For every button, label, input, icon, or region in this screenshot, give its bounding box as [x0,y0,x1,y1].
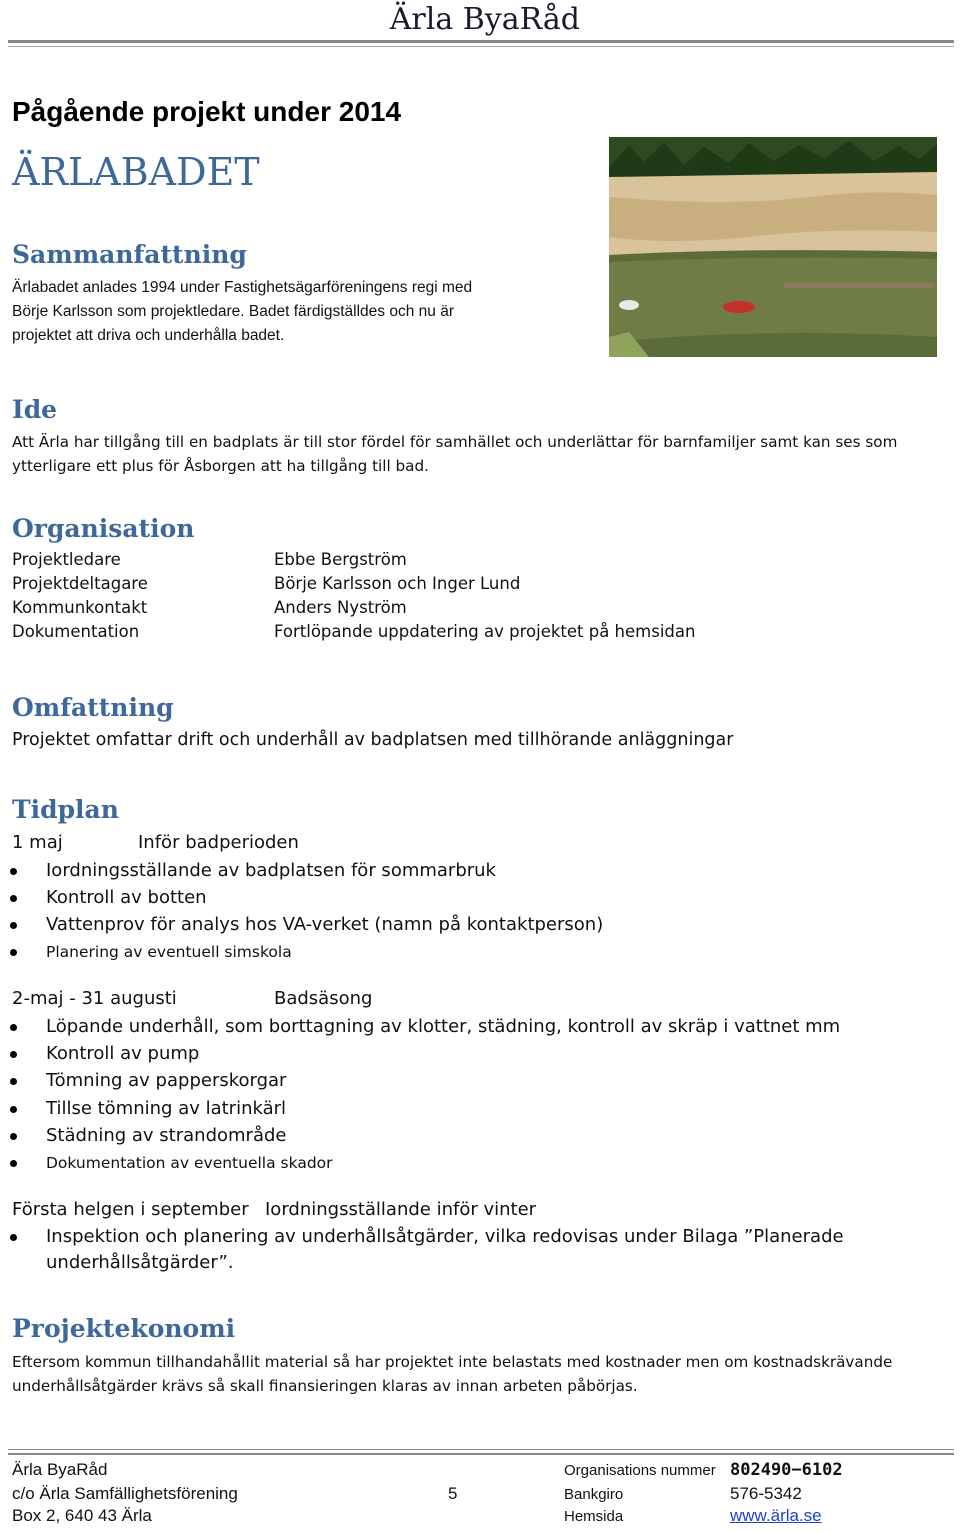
schedule-item: Planering av eventuell simskola [46,943,292,961]
bullet-icon [10,1106,17,1113]
schedule-label: Iordningsställande inför vinter [265,1199,537,1220]
bullet-icon [10,895,17,902]
footer-org-number-label: Organisations nummer [564,1462,716,1479]
schedule-item: Städning av strandområde [46,1125,287,1146]
photo-illustration [609,137,937,357]
org-label-projektdeltagare: Projektdeltagare [12,574,148,593]
bullet-icon [10,1133,17,1140]
footer-website-label: Hemsida [564,1508,624,1525]
schedule-label: Badsäsong [274,988,373,1009]
summary-line: Börje Karlsson som projektledare. Badet färdigställdes och nu är [12,303,454,320]
schedule-block-2 [0,988,960,1188]
schedule-item-continuation: underhållsåtgärder”. [46,1252,234,1273]
scope-heading: Omfattning [12,693,174,722]
schedule-date: 1 maj [12,832,63,853]
scope-text: Projektet omfattar drift och underhåll av badplatsen med tillhörande anläggningar [12,730,734,750]
economy-text [12,1350,892,1398]
organisation-heading: Organisation [12,514,195,543]
schedule-label: Inför badperioden [138,832,299,853]
idea-line: Att Ärla har tillgång till en badplats är till stor fördel för samhället och underlättar för barnfamiljer samt kan ses som [12,433,898,451]
schedule-item: Inspektion och planering av underhållsåtgärder, vilka redovisas under Bilaga ”Planerade [46,1226,844,1247]
org-label-projektledare: Projektledare [12,550,121,569]
bullet-icon [10,1078,17,1085]
org-label-kommunkontakt: Kommunkontakt [12,598,148,617]
idea-text [12,430,897,478]
summary-text [12,276,472,348]
footer-page-number: 5 [448,1484,458,1503]
schedule-item: Löpande underhåll, som borttagning av klotter, städning, kontroll av skräp i vattnet mm [46,1016,841,1037]
summary-line: Ärlabadet anlades 1994 under Fastighetsägarföreningens regi med [12,279,473,296]
idea-heading: Ide [12,395,58,424]
org-value-projektledare: Ebbe Bergström [274,550,407,569]
org-value-projektdeltagare: Börje Karlsson och Inger Lund [274,574,521,593]
header-divider [8,40,954,43]
schedule-item: Iordningsställande av badplatsen för sommarbruk [46,860,496,881]
schedule-block-1 [0,832,960,972]
summary-heading: Sammanfattning [12,240,247,269]
footer-divider-thick [8,1453,954,1455]
schedule-block-3 [0,1199,960,1279]
schedule-item: Kontroll av botten [46,887,207,908]
bullet-icon [10,1051,17,1058]
schedule-heading: Tidplan [12,795,119,824]
footer-address-2: Box 2, 640 43 Ärla [12,1506,152,1525]
organisation-table [0,550,960,650]
schedule-date: 2-maj - 31 augusti [12,988,177,1009]
org-label-dokumentation: Dokumentation [12,622,140,641]
schedule-item: Vattenprov för analys hos VA-verket (namn på kontaktperson) [46,914,604,935]
footer-bankgiro: 576-5342 [730,1484,802,1503]
bullet-icon [10,1024,17,1031]
bullet-icon [10,949,17,956]
bullet-icon [10,1160,17,1167]
footer-org-number: 802490−6102 [730,1460,843,1480]
schedule-item: Tömning av papperskorgar [46,1070,287,1091]
schedule-item: Kontroll av pump [46,1043,200,1064]
header-title: Ärla ByaRåd [389,2,580,37]
footer-bankgiro-label: Bankgiro [564,1486,624,1503]
bullet-icon [10,1234,17,1241]
bullet-icon [10,922,17,929]
schedule-item: Tillse tömning av latrinkärl [46,1098,287,1119]
footer-website-link[interactable]: www.ärla.se [730,1506,822,1525]
org-value-dokumentation: Fortlöpande uppdatering av projektet på hemsidan [274,622,696,641]
lake-beach-photo [609,137,937,357]
schedule-date: Första helgen i september [12,1199,249,1220]
schedule-item: Dokumentation av eventuella skador [46,1154,333,1172]
footer-divider [8,1449,954,1450]
economy-line: underhållsåtgärder krävs så skall finansieringen klaras av innan arbeten påbörjas. [12,1377,638,1395]
summary-line: projektet att driva och underhålla badet. [12,327,285,344]
economy-heading: Projektekonomi [12,1314,236,1343]
footer-address-1: c/o Ärla Samfällighetsförening [12,1484,238,1503]
footer-org-name: Ärla ByaRåd [12,1460,108,1479]
idea-line: ytterligare ett plus för Åsborgen att ha tillgång till bad. [12,457,429,475]
bullet-icon [10,868,17,875]
economy-line: Eftersom kommun tillhandahållit material så har projektet inte belastats med kostnader men om kostnadskrävande [12,1353,893,1371]
header-divider-thin [8,46,954,47]
page-heading: Pågående projekt under 2014 [12,96,402,127]
org-value-kommunkontakt: Anders Nyström [274,598,407,617]
project-title: ÄRLABADET [12,150,260,194]
